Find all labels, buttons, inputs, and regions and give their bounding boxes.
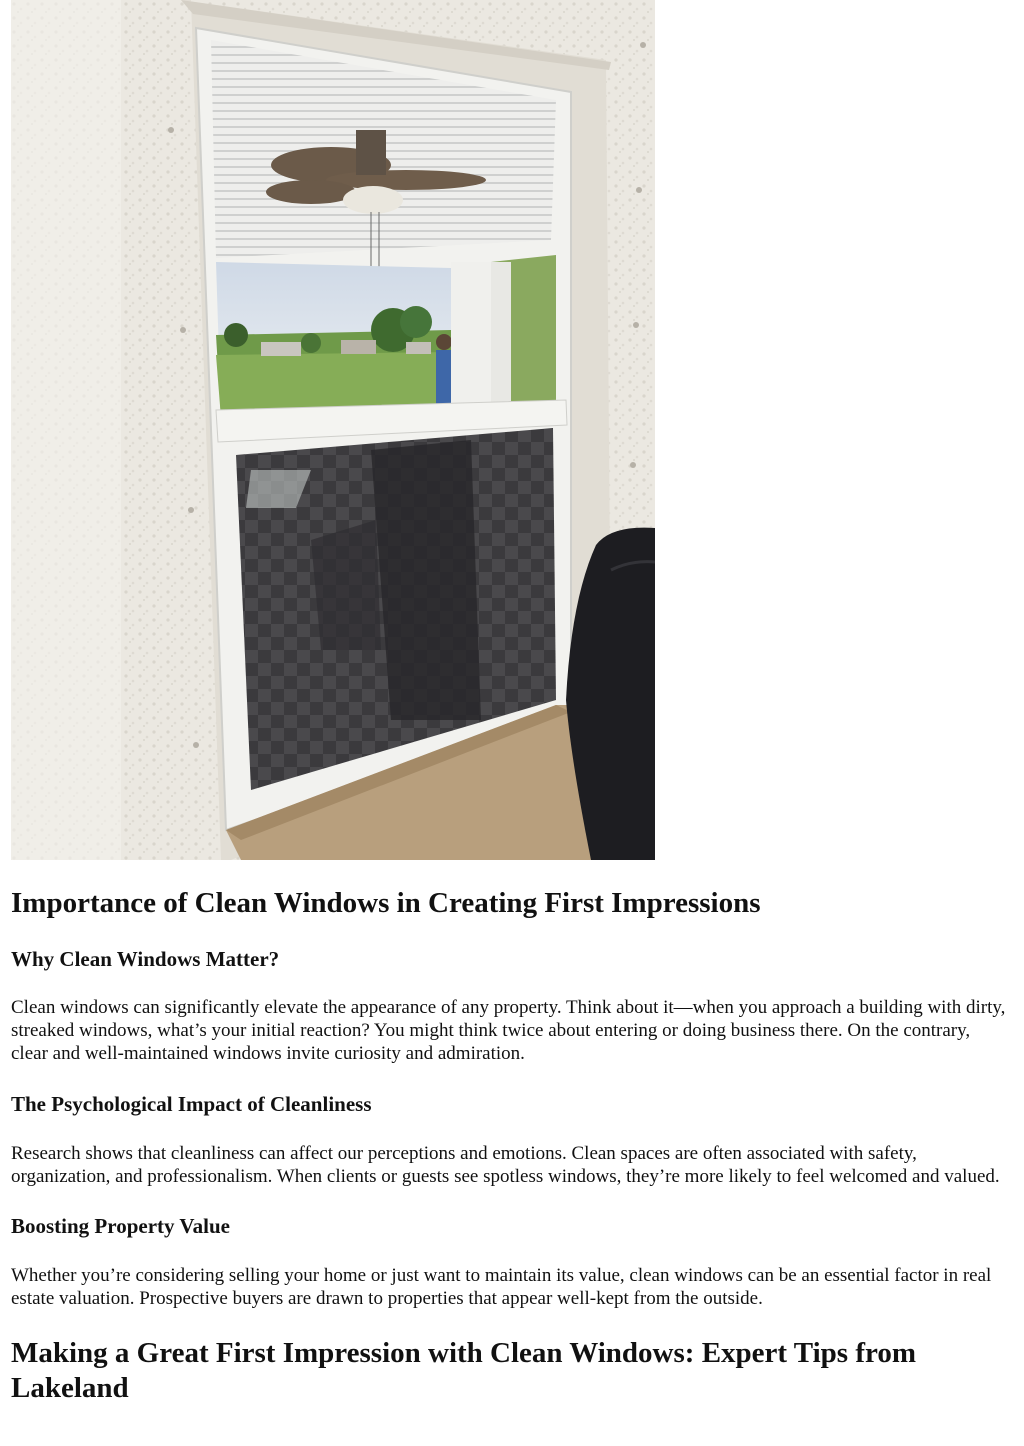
section-title: Making a Great First Impression with Clean Windows: Expert Tips from Lakeland [11,1337,916,1404]
subsection-heading: The Psychological Impact of Cleanliness [11,1092,372,1116]
subsection-heading: Boosting Property Value [11,1214,230,1238]
subsection-body: Whether you’re considering selling your home or just want to maintain its value, clean windows can be an essential factor in real estate valuation. Prospective buyers are drawn to properties that appear well-kept from the outside. [11,1265,992,1309]
subsection-body: Research shows that cleanliness can affect our perceptions and emotions. Clean spaces are often associated with safety, organization, and professionalism. When clients or guests see spotless windows, they’re more likely to feel welcomed and valued. [11,1143,1000,1187]
section-title: Importance of Clean Windows in Creating First Impressions [11,887,761,919]
window-photo [11,0,655,860]
document-page [11,0,1011,1406]
subsection-heading: Why Clean Windows Matter? [11,947,280,971]
window-photo-illustration [11,0,655,860]
subsection-body: Clean windows can significantly elevate the appearance of any property. Think about it—when you approach a building with dirty, streaked windows, what’s your initial reaction? You might think twice about entering or doing business there. On the contrary, clear and well-maintained windows invite curiosity and admiration. [11,997,1006,1064]
